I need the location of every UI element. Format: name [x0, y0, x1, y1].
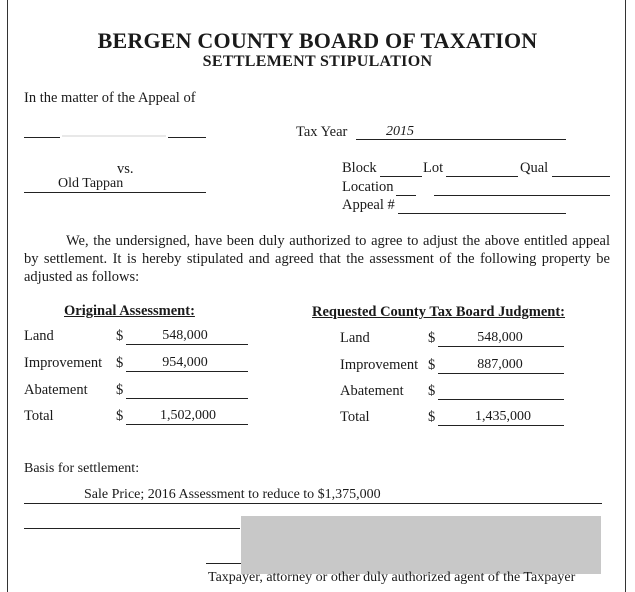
requested-total-currency: $	[428, 409, 436, 425]
appellant-line-left	[24, 137, 60, 138]
original-total-label: Total	[24, 408, 54, 424]
original-improvement-line	[126, 371, 248, 372]
original-improvement-label: Improvement	[24, 355, 103, 371]
lot-line	[446, 176, 518, 177]
appeal-number-label: Appeal #	[342, 197, 395, 213]
requested-land-line	[438, 346, 564, 347]
requested-judgment-heading: Requested County Tax Board Judgment:	[312, 304, 565, 320]
tax-year-value: 2015	[386, 124, 414, 139]
requested-abatement-label: Abatement	[340, 383, 404, 399]
qual-line	[552, 176, 610, 177]
original-total-line	[126, 424, 248, 425]
original-abatement-currency: $	[116, 382, 124, 398]
document-subtitle: SETTLEMENT STIPULATION	[202, 53, 433, 70]
original-improvement-value: 954,000	[162, 355, 208, 370]
lot-label: Lot	[423, 160, 444, 176]
requested-improvement-line	[438, 373, 564, 374]
block-label: Block	[342, 160, 377, 176]
requested-total-line	[438, 425, 564, 426]
original-abatement-label: Abatement	[24, 382, 88, 398]
original-land-currency: $	[116, 328, 124, 344]
requested-abatement-currency: $	[428, 383, 436, 399]
requested-improvement-value: 887,000	[477, 357, 523, 372]
qual-label: Qual	[520, 160, 549, 176]
requested-improvement-currency: $	[428, 357, 436, 373]
original-land-line	[126, 344, 248, 345]
tax-year-label: Tax Year	[296, 124, 348, 140]
signature-caption: Taxpayer, attorney or other duly authorized agent of the Taxpayer	[208, 570, 576, 585]
respondent-name: Old Tappan	[58, 176, 124, 191]
basis-line-1	[24, 503, 602, 504]
stipulation-paragraph: We, the undersigned, have been duly authorized to agree to adjust the above entitled appeal by settlement. It is hereby stipulated and agreed that the assessment of the following property be adjusted as follows:	[24, 233, 610, 285]
appeal-number-line	[398, 213, 566, 214]
requested-land-value: 548,000	[477, 330, 523, 345]
basis-line-2	[24, 528, 240, 529]
page-border-left	[7, 0, 8, 592]
location-label: Location	[342, 179, 394, 195]
signature-line-left	[206, 563, 242, 564]
original-improvement-currency: $	[116, 355, 124, 371]
appellant-line-right	[168, 137, 206, 138]
page-border-right	[625, 0, 626, 592]
signature-redaction	[241, 516, 601, 574]
block-line	[380, 176, 422, 177]
requested-abatement-line	[438, 399, 564, 400]
original-total-currency: $	[116, 408, 124, 424]
basis-text: Sale Price; 2016 Assessment to reduce to $1,375,000	[84, 487, 381, 502]
original-land-label: Land	[24, 328, 54, 344]
requested-total-value: 1,435,000	[475, 409, 531, 424]
requested-improvement-label: Improvement	[340, 357, 419, 373]
requested-land-label: Land	[340, 330, 370, 346]
respondent-line	[24, 192, 206, 193]
original-land-value: 548,000	[162, 328, 208, 343]
vs-label: vs.	[117, 161, 134, 177]
original-abatement-line	[126, 398, 248, 399]
requested-land-currency: $	[428, 330, 436, 346]
document-title: BERGEN COUNTY BOARD OF TAXATION	[97, 28, 538, 53]
original-assessment-heading: Original Assessment:	[64, 303, 195, 319]
basis-label: Basis for settlement:	[24, 461, 140, 476]
location-line-2	[434, 195, 610, 196]
appeal-matter-label: In the matter of the Appeal of	[24, 90, 196, 106]
appellant-redaction	[62, 135, 166, 137]
requested-total-label: Total	[340, 409, 370, 425]
location-line-1	[396, 195, 416, 196]
original-total-value: 1,502,000	[160, 408, 216, 423]
